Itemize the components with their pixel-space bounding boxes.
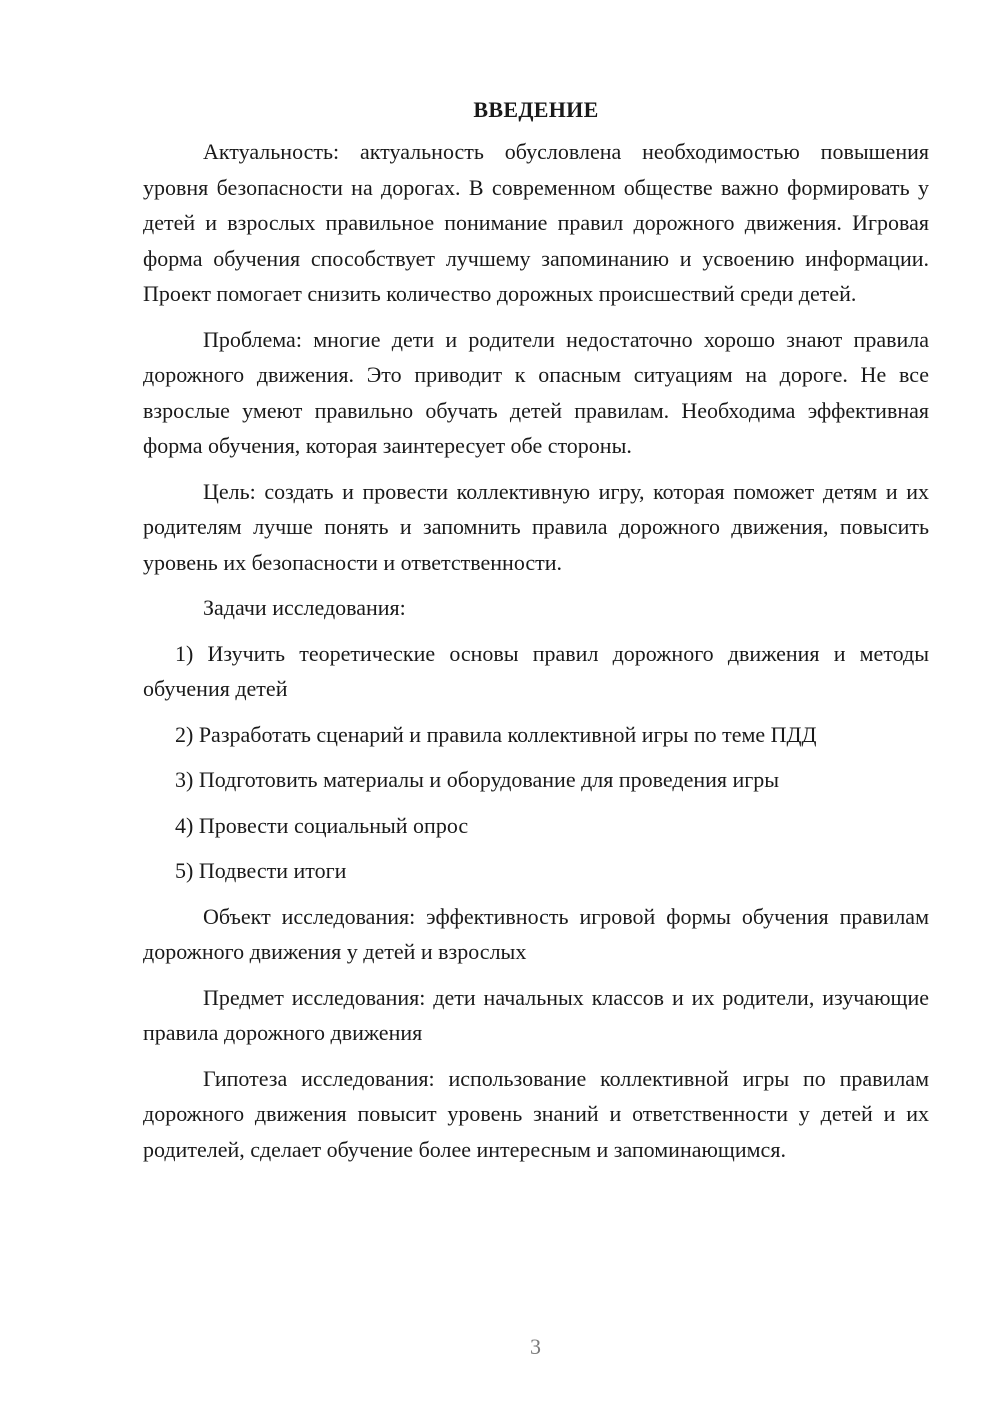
task-item-2: 2) Разработать сценарий и правила коллективной игры по теме ПДД (175, 721, 817, 747)
paragraph-object: Объект исследования: эффективность игровой формы обучения правилам дорожного движения у детей и взрослых (143, 903, 929, 964)
paragraph-subject: Предмет исследования: дети начальных классов и их родители, изучающие правила дорожного движения (143, 984, 929, 1045)
page-number: 3 (530, 1334, 541, 1359)
task-item-5: 5) Подвести итоги (175, 858, 347, 883)
task-item-4: 4) Провести социальный опрос (175, 812, 469, 838)
task-item-1: 1) Изучить теоретические основы правил дорожного движения и методы обучения детей (143, 640, 929, 701)
task-item-3: 3) Подготовить материалы и оборудование для проведения игры (175, 767, 780, 792)
tasks-heading: Задачи исследования: (203, 595, 406, 620)
paragraph-problem: Проблема: многие дети и родители недостаточно хорошо знают правила дорожного движения. Это приводит к опасным ситуациям на дороге. Не все взрослые умеют правильно обучать детей правилам. Необходима эффективная форма обучения, которая заинтересует обе стороны. (143, 326, 929, 458)
paragraph-hypothesis: Гипотеза исследования: использование коллективной игры по правилам дорожного движения повысит уровень знаний и ответственности у детей и их родителей, сделает обучение более интересным и запоминающимся. (143, 1065, 929, 1162)
document-body (143, 92, 929, 1167)
paragraph-relevance: Актуальность: актуальность обусловлена необходимостью повышения уровня безопасности на дорогах. В современном обществе важно формировать у детей и взрослых правильное понимание правил дорожного движения. Игровая форма обучения способствует лучшему запоминанию и усвоению информации. Проект помогает снизить количество дорожных происшествий среди детей. (143, 139, 929, 306)
paragraph-goal: Цель: создать и провести коллективную игру, которая поможет детям и их родителям лучше понять и запомнить правила дорожного движения, повысить уровень их безопасности и ответственности. (143, 478, 929, 575)
section-title: ВВЕДЕНИЕ (473, 97, 599, 122)
